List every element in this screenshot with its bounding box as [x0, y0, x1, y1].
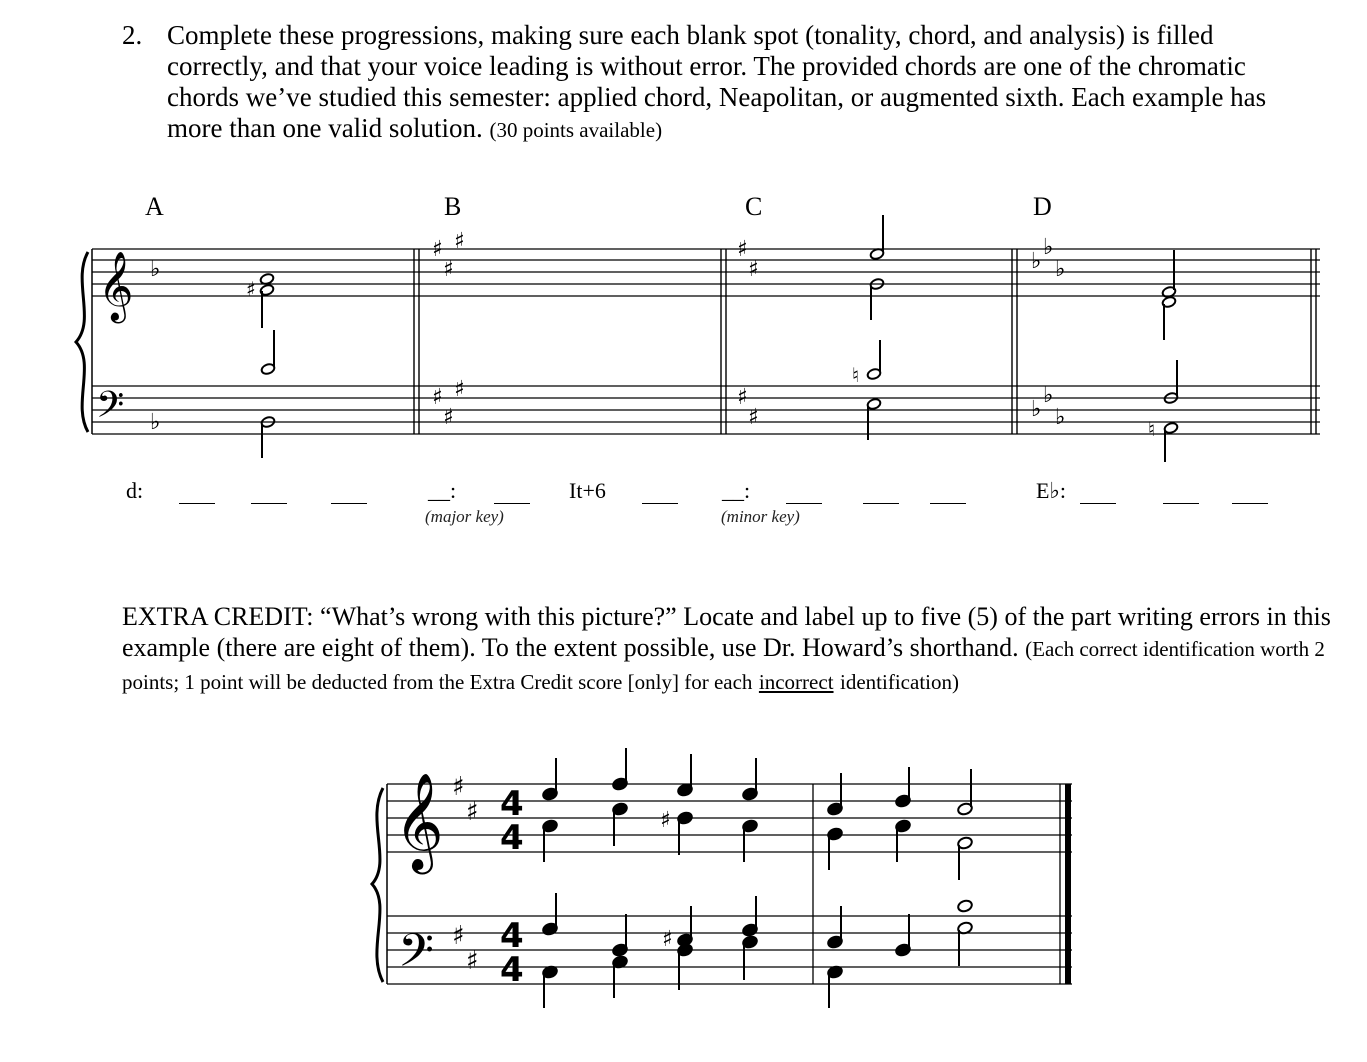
extra-credit-note-start: (Each correct identification worth 2 points; 1 point will be deducted from the Extra Credit score [only] for each: [122, 637, 1325, 694]
svg-text:♯: ♯: [466, 797, 479, 827]
sharp-icon: ♯: [246, 277, 256, 301]
natural-icon: ♮: [852, 363, 860, 387]
measure-2-treble-half: [957, 769, 974, 880]
sharp-icon: ♯: [660, 808, 671, 833]
sharp-icon: ♯: [662, 927, 673, 952]
example-b-chord-label: It+6: [569, 478, 606, 503]
extra-credit-note-underlined: incorrect: [758, 670, 834, 694]
treble-clef-icon: 𝄞: [394, 772, 444, 870]
svg-text:♭: ♭: [1043, 383, 1054, 408]
svg-text:♯: ♯: [737, 385, 748, 410]
svg-text:♭: ♭: [1055, 257, 1066, 282]
bass-staff-lines-2: [387, 916, 1072, 984]
key-signature-2-treble: [452, 772, 479, 827]
example-letter-b: B: [444, 192, 462, 221]
key-signature-2-bass: [452, 921, 479, 976]
question-points: (30 points available): [489, 118, 663, 142]
example-letter-a: A: [145, 192, 164, 221]
time-signature-treble: [500, 784, 524, 858]
svg-text:♯: ♯: [432, 385, 443, 410]
question-number: 2.: [122, 20, 143, 50]
svg-text:4: 4: [500, 916, 524, 956]
svg-text:♯: ♯: [443, 257, 454, 282]
extra-credit-body: EXTRA CREDIT: “What’s wrong with this picture?” Locate and label up to five (5) of the part writing errors in this example (there are eight of them). To the extent possible, use Dr. Howard’s shorthand.: [122, 602, 1331, 662]
time-signature-bass: [500, 916, 524, 990]
example-c-key[interactable]: __:: [722, 478, 751, 503]
svg-text:♯: ♯: [466, 946, 479, 976]
svg-text:4: 4: [500, 818, 524, 858]
treble-staff-lines-2: [387, 784, 1072, 852]
example-a-key: d:: [126, 478, 144, 503]
svg-text:♯: ♯: [454, 377, 465, 402]
svg-text:♯: ♯: [748, 257, 759, 282]
bass-clef-icon: 𝄢: [96, 384, 125, 435]
svg-text:4: 4: [500, 950, 524, 990]
svg-text:♭: ♭: [1055, 405, 1066, 430]
svg-text:♭: ♭: [1031, 249, 1042, 274]
question-body: Complete these progressions, making sure each blank spot (tonality, chord, and analysis) is filled correctly, and that your voice leading is without error. The provided chords are one of the chromatic chords we’ve studied this semester: applied chord, Neapolitan, or augmented sixth. Each example has more than one valid solution.: [167, 20, 1267, 143]
key-signature-flat: ♭: [150, 257, 161, 282]
key-signature-flat: ♭: [150, 410, 161, 435]
natural-icon: ♮: [1148, 417, 1156, 441]
treble-clef-icon: 𝄞: [98, 251, 134, 321]
measure-1-treble: [542, 748, 759, 862]
svg-text:♯: ♯: [443, 405, 454, 430]
svg-text:♯: ♯: [452, 772, 465, 802]
svg-text:♯: ♯: [748, 405, 759, 430]
svg-text:♭: ♭: [1043, 235, 1054, 260]
example-b-key-note: (major key): [425, 507, 504, 526]
example-b-key[interactable]: __:: [428, 478, 457, 503]
svg-text:♯: ♯: [454, 229, 465, 254]
svg-text:♯: ♯: [452, 921, 465, 951]
example-letter-d: D: [1033, 192, 1052, 221]
extra-credit-note-end: identification): [840, 670, 959, 694]
svg-text:♯: ♯: [737, 237, 748, 262]
measure-2-bass: [827, 906, 912, 1008]
svg-text:♭: ♭: [1031, 397, 1042, 422]
system-brace-2: [372, 788, 383, 982]
example-c-key-note: (minor key): [721, 507, 800, 526]
svg-text:4: 4: [500, 784, 524, 824]
example-d-key: E♭:: [1036, 478, 1066, 503]
svg-text:♯: ♯: [432, 237, 443, 262]
example-letter-c: C: [745, 192, 763, 221]
bass-clef-icon: 𝄢: [398, 924, 435, 989]
